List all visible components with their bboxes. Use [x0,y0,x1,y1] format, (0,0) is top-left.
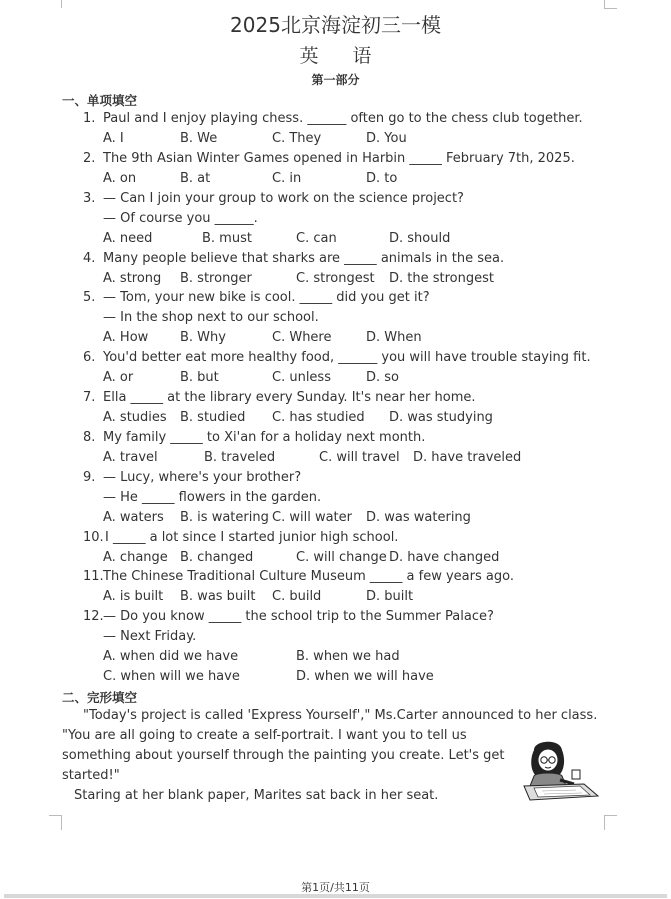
crop-mark-top-left [49,0,62,8]
option-a: A. when did we have [103,649,239,664]
passage-line: "Today's project is called 'Express Yourself'," Ms.Carter announced to her class. [83,708,598,723]
question-stem: — Do you know _____ the school trip to the Summer Palace? [103,609,494,624]
question-stem: Paul and I enjoy playing chess. ______ often go to the chess club together. [103,111,583,126]
question-number: 6. [83,350,96,365]
option-c: C. has studied [272,410,365,425]
option-c: C. in [272,171,302,186]
crop-mark-bottom-left [49,815,62,830]
subject-heading: 英 语 [299,45,386,67]
option-a: A. How [103,330,149,345]
question-number: 7. [83,390,96,405]
part-heading: 第一部分 [311,73,360,87]
crop-mark-top-right [604,0,617,9]
page-number: 第1页/共11页 [301,881,370,894]
passage-line: started!" [62,768,120,783]
question-stem: The 9th Asian Winter Games opened in Harbin _____ February 7th, 2025. [103,151,575,166]
option-b: B. when we had [296,649,400,664]
option-a: A. strong [103,271,162,286]
option-c: C. when will we have [103,669,240,684]
question-stem: — Tom, your new bike is cool. _____ did you get it? [103,290,430,305]
question-number: 11. [83,569,104,584]
option-a: A. or [103,370,134,385]
passage-line: "You are all going to create a self-portrait. I want you to tell us [62,728,467,743]
question-stem: — Of course you ______. [103,211,258,226]
option-d: D. when we will have [296,669,434,684]
question-number: 2. [83,151,96,166]
question-stem: Ella _____ at the library every Sunday. It's near her home. [103,390,476,405]
option-c: C. will water [272,510,352,525]
section1-heading: 一、单项填空 [62,93,138,108]
option-a: A. on [103,171,137,186]
question-stem: Many people believe that sharks are _____ animals in the sea. [103,251,505,266]
question-stem: — He _____ flowers in the garden. [103,490,322,505]
option-c: C. strongest [296,271,375,286]
option-d: D. have traveled [413,450,522,465]
option-c: C. unless [272,370,331,385]
option-a: A. waters [103,510,164,525]
question-number: 5. [83,290,96,305]
option-b: B. stronger [180,271,252,286]
option-b: B. studied [180,410,246,425]
passage-line: something about yourself through the painting you create. Let's get [62,748,505,763]
option-a: A. I [103,131,124,146]
option-d: D. was watering [366,510,471,525]
option-d: D. so [366,370,400,385]
question-stem: — In the shop next to our school. [103,310,319,325]
question-number: 3. [83,191,96,206]
crop-mark-bottom-right [604,815,617,830]
option-d: D. built [366,589,414,604]
option-c: C. build [272,589,322,604]
option-b: B. at [180,171,211,186]
option-b: B. traveled [204,450,276,465]
option-c: C. Where [272,330,332,345]
option-b: B. must [202,231,252,246]
option-a: A. studies [103,410,167,425]
option-a: A. need [103,231,153,246]
section2-heading: 二、完形填空 [62,690,138,705]
question-number: 4. [83,251,96,266]
option-a: A. change [103,550,168,565]
option-a: A. travel [103,450,158,465]
question-number: 9. [83,470,96,485]
page-bottom-edge [4,894,667,898]
question-stem: The Chinese Traditional Culture Museum _____ a few years ago. [103,569,514,584]
option-c: C. will change [296,550,387,565]
question-number: 10. [83,530,104,545]
option-d: D. have changed [389,550,500,565]
option-c: C. will travel [319,450,400,465]
question-number: 8. [83,430,96,445]
question-stem: — Can I join your group to work on the science project? [103,191,464,206]
option-d: D. to [366,171,398,186]
option-d: D. was studying [389,410,493,425]
option-b: B. Why [180,330,226,345]
option-b: B. We [180,131,218,146]
option-d: D. You [366,131,407,146]
option-d: D. should [389,231,451,246]
question-stem: You'd better eat more healthy food, ______ you will have trouble staying fit. [103,350,591,365]
option-b: B. was built [180,589,256,604]
option-b: B. is watering [180,510,269,525]
option-d: D. the strongest [389,271,494,286]
option-a: A. is built [103,589,164,604]
question-stem: — Next Friday. [103,629,197,644]
question-stem: — Lucy, where's your brother? [103,470,302,485]
option-d: D. When [366,330,422,345]
option-b: B. but [180,370,219,385]
option-c: C. They [272,131,322,146]
question-number: 12. [83,609,104,624]
girl-drawing-illustration [520,740,600,802]
question-number: 1. [83,111,96,126]
question-stem: My family _____ to Xi'an for a holiday next month. [103,430,426,445]
option-c: C. can [296,231,337,246]
document-title: 2025北京海淀初三一模 [230,13,441,37]
passage-line: Staring at her blank paper, Marites sat back in her seat. [74,788,439,803]
option-b: B. changed [180,550,254,565]
question-stem: I _____ a lot since I started junior high school. [105,530,399,545]
